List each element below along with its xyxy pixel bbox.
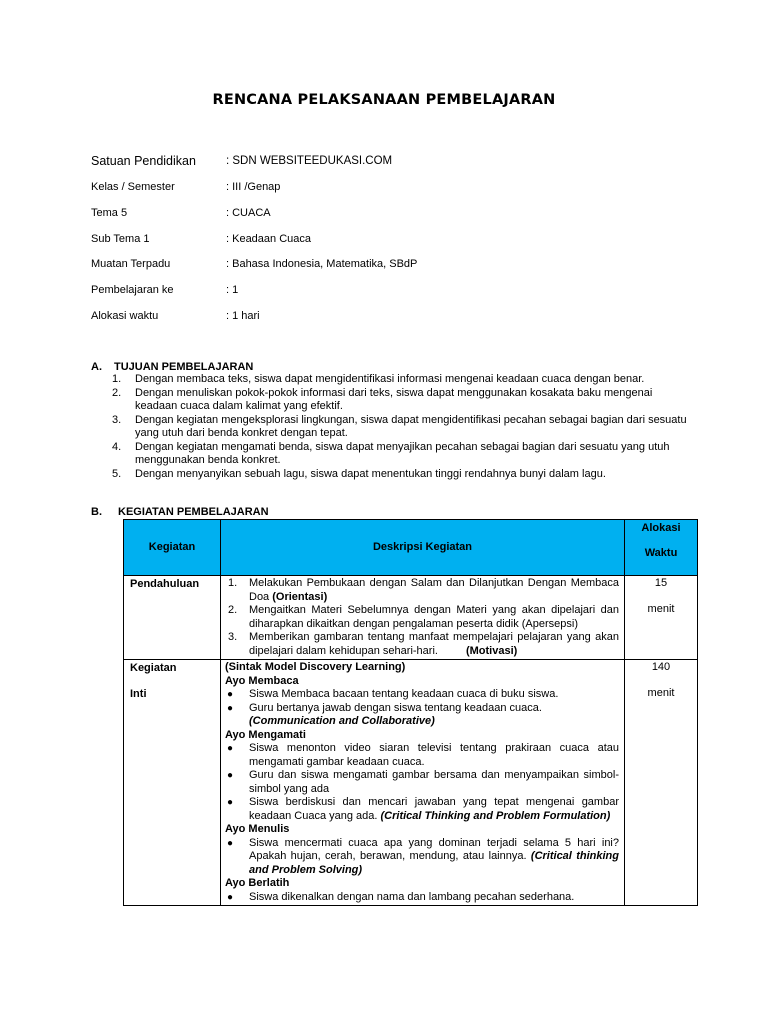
phase-time	[625, 660, 698, 906]
goal-number: 5.	[112, 467, 122, 480]
identity-value: : 1 hari	[226, 310, 260, 322]
item-text: Siswa Membaca bacaan tentang keadaan cuaca di buku siswa.	[249, 688, 559, 700]
list-item	[225, 796, 619, 823]
bullet-icon: ●	[227, 891, 234, 903]
goal-text: Dengan kegiatan mengamati benda, siswa dapat menyajikan pecahan sebagai bagian dari sesuatu yang utuh menggunakan benda konkret.	[135, 440, 670, 466]
item-text: Guru bertanya jawab dengan siswa tentang keadaan cuaca.	[249, 701, 542, 714]
goal-text: Dengan menyanyikan sebuah lagu, siswa dapat menentukan tinggi rendahnya bunyi dalam lagu.	[135, 467, 606, 480]
list-item	[225, 742, 619, 769]
goal-item	[91, 373, 691, 387]
item-text: Siswa menonton video siaran televisi tentang prakiraan cuaca atau mengamati gambar keadaan cuaca.	[249, 742, 619, 768]
phase-label	[124, 660, 221, 906]
page-title: RENCANA PELAKSANAAN PEMBELAJARAN	[212, 92, 556, 108]
item-text: Memberikan gambaran tentang manfaat mempelajari pelajaran yang akan dipelajari dalam kehidupan sehari-hari.	[249, 631, 619, 657]
item-text: Siswa mencermati cuaca apa yang dominan terjadi selama 5 hari ini? Apakah hujan, cerah, berawan, mendung, atau lainnya.	[249, 836, 619, 862]
ayo-berlatih-heading: Ayo Berlatih	[225, 877, 290, 889]
list-item	[225, 837, 619, 878]
list-item	[225, 631, 619, 658]
section-letter: A.	[91, 361, 102, 373]
item-number: 2.	[228, 604, 238, 616]
section-title: TUJUAN PEMBELAJARAN	[114, 361, 254, 373]
list-item	[225, 604, 619, 631]
activity-table	[123, 519, 698, 906]
membaca-list	[225, 688, 619, 729]
goal-item	[91, 414, 691, 441]
mengamati-list	[225, 742, 619, 823]
identity-label: Tema 5	[91, 207, 128, 219]
identity-label: Satuan Pendidikan	[91, 154, 196, 168]
goal-number: 3.	[112, 413, 122, 426]
berlatih-list	[225, 891, 619, 905]
phase-label-line1: Kegiatan	[130, 662, 177, 674]
bullet-icon: ●	[227, 837, 234, 849]
bullet-icon: ●	[227, 770, 234, 781]
goal-text: Dengan membaca teks, siswa dapat mengidentifikasi informasi mengenai keadaan cuaca dengan benar.	[135, 373, 645, 385]
ayo-mengamati-heading: Ayo Mengamati	[225, 728, 306, 741]
phase-label: Pendahuluan	[124, 576, 221, 660]
time-unit: menit	[647, 602, 675, 615]
item-text: Guru dan siswa mengamati gambar bersama dan menyampaikan simbol-simbol yang ada	[249, 769, 619, 795]
item-tag: (Motivasi)	[465, 644, 518, 657]
goal-item	[91, 387, 691, 414]
header-alokasi	[625, 520, 698, 576]
item-tag: (Critical Thinking and Problem Formulation)	[380, 809, 611, 822]
identity-label: Pembelajaran ke	[91, 284, 174, 296]
list-item	[225, 688, 619, 702]
identity-value: : CUACA	[226, 207, 271, 219]
goal-number: 2.	[112, 386, 122, 399]
item-text: Mengaitkan Materi Sebelumnya dengan Materi yang akan dipelajari dan diharapkan dikaitkan dengan pengalaman peserta didik (Apersepsi)	[249, 604, 619, 630]
item-text: Siswa dikenalkan dengan nama dan lambang pecahan sederhana.	[249, 890, 575, 903]
item-text: Siswa berdiskusi dan mencari jawaban yang tepat mengenai gambar keadaan Cuaca yang ada.	[249, 796, 619, 822]
goal-item	[91, 468, 691, 482]
ayo-menulis-heading: Ayo Menulis	[225, 823, 290, 835]
section-a-heading	[91, 361, 253, 373]
goal-number: 1.	[112, 373, 122, 385]
section-b-heading	[91, 506, 269, 518]
list-item	[225, 769, 619, 796]
section-title: KEGIATAN PEMBELAJARAN	[118, 506, 269, 518]
phase-time	[625, 576, 698, 660]
time-value: 15	[654, 577, 668, 589]
time-value: 140	[651, 661, 671, 673]
goals-list	[91, 373, 691, 481]
time-unit: menit	[647, 686, 675, 699]
list-item	[225, 577, 619, 604]
goal-number: 4.	[112, 440, 122, 453]
pendahuluan-list	[225, 577, 619, 658]
identity-value: : 1	[226, 284, 239, 296]
model-heading: (Sintak Model Discovery Learning)	[225, 661, 406, 673]
identity-value: : Bahasa Indonesia, Matematika, SBdP	[226, 258, 418, 270]
table-row-pendahuluan	[124, 576, 698, 660]
section-letter: B.	[91, 506, 102, 518]
bullet-icon: ●	[227, 689, 234, 700]
bullet-icon: ●	[227, 702, 234, 714]
menulis-list	[225, 837, 619, 878]
identity-label: Sub Tema 1	[91, 233, 150, 245]
table-row-inti	[124, 660, 698, 906]
identity-label: Kelas / Semester	[91, 181, 175, 193]
bullet-icon: ●	[227, 797, 234, 808]
header-kegiatan: Kegiatan	[124, 520, 221, 576]
phase-description	[221, 660, 625, 906]
phase-label-line2: Inti	[130, 687, 147, 700]
item-text: Melakukan Pembukaan dengan Salam dan Dilanjutkan Dengan Membaca Doa	[249, 577, 619, 603]
item-tag: (Critical thinking and Problem Solving)	[249, 850, 619, 876]
list-item	[225, 702, 619, 729]
identity-label: Muatan Terpadu	[91, 258, 171, 270]
identity-value: : Keadaan Cuaca	[226, 233, 312, 245]
header-alokasi-line1: Alokasi	[641, 522, 681, 534]
item-number: 3.	[228, 631, 238, 643]
item-tag: (Communication and Collaborative)	[249, 715, 435, 727]
item-tag: (Orientasi)	[272, 590, 328, 603]
phase-description	[221, 576, 625, 660]
ayo-membaca-heading: Ayo Membaca	[225, 674, 299, 687]
bullet-icon: ●	[227, 743, 234, 754]
header-alokasi-line2: Waktu	[644, 546, 678, 559]
identity-value: : III /Genap	[226, 181, 281, 193]
goal-text: Dengan kegiatan mengeksplorasi lingkungan, siswa dapat mengidentifikasi pecahan sebagai bagian dari sesuatu yang utuh dari benda konkret dengan tepat.	[135, 413, 687, 439]
identity-value: : SDN WEBSITEEDUKASI.COM	[226, 155, 393, 167]
list-item	[225, 891, 619, 905]
goal-text: Dengan menuliskan pokok-pokok informasi dari teks, siswa dapat menggunakan kosakata baku mengenai keadaan cuaca dalam kalimat yang efektif.	[135, 386, 653, 412]
identity-label: Alokasi waktu	[91, 310, 159, 322]
header-deskripsi: Deskripsi Kegiatan	[221, 520, 625, 576]
item-number: 1.	[228, 577, 238, 589]
table-header-row	[124, 520, 698, 576]
goal-item	[91, 441, 691, 468]
